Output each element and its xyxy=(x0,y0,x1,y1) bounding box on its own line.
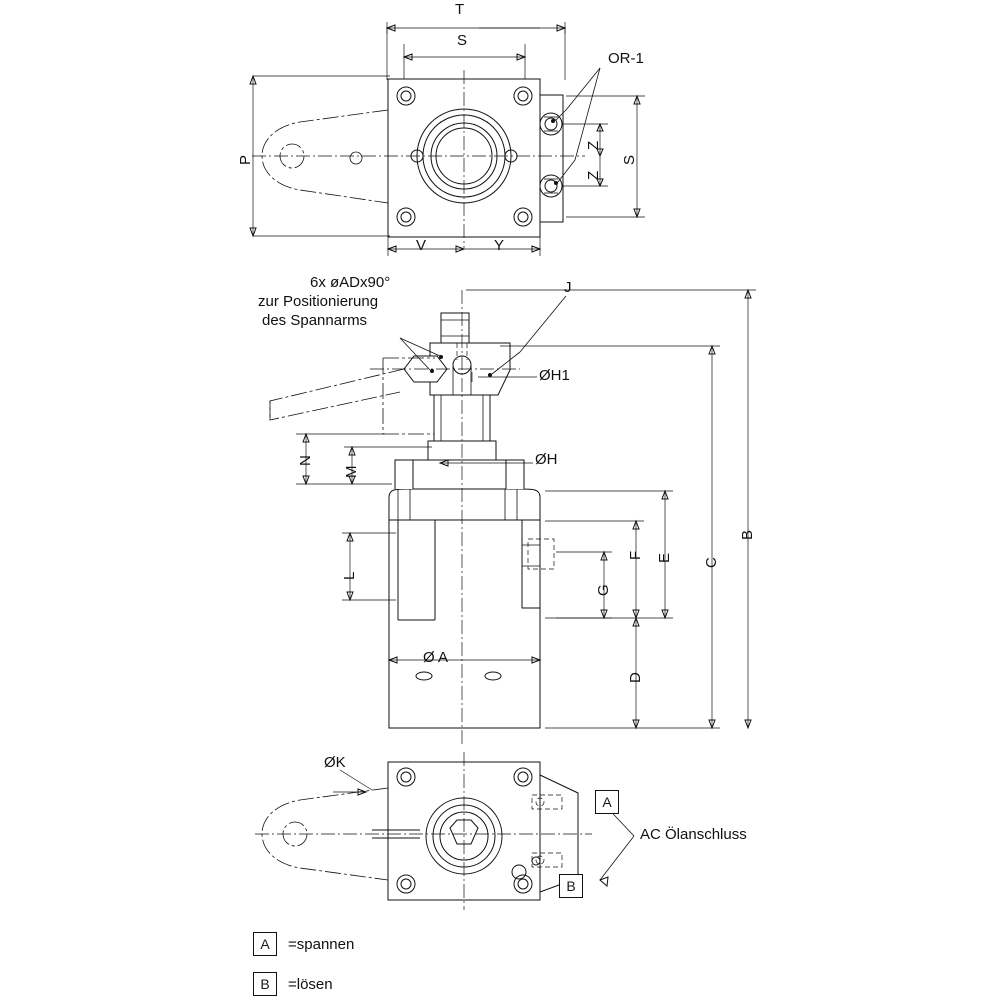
dim-label-F: F xyxy=(627,550,644,560)
top-view-geometry xyxy=(252,70,585,248)
dim-F xyxy=(545,521,644,618)
callout-or1: OR-1 xyxy=(608,50,644,67)
dim-T xyxy=(387,22,565,80)
note-line-3: des Spannarms xyxy=(262,312,368,329)
dim-label-S-top: S xyxy=(457,32,468,49)
dim-label-D: D xyxy=(627,672,644,683)
callout-H1: ØH1 xyxy=(539,367,570,384)
callout-ac-oil-port: AC Ölanschluss xyxy=(640,826,747,843)
dim-label-M: M xyxy=(343,465,360,478)
callout-dia-A: Ø A xyxy=(423,649,449,666)
bottom-view-geometry xyxy=(255,752,592,910)
dim-label-Z-upper: Z xyxy=(585,140,602,150)
callout-H: ØH xyxy=(535,451,558,468)
dim-label-V: V xyxy=(416,237,427,254)
dim-label-Z-lower: Z xyxy=(585,170,602,180)
flag-A-bottom-view: A xyxy=(595,790,619,814)
legend-text-A: =spannen xyxy=(288,936,355,953)
dim-label-P: P xyxy=(237,154,254,165)
dim-label-L: L xyxy=(341,571,358,580)
dim-label-B: B xyxy=(739,529,756,540)
dim-label-G: G xyxy=(595,584,612,596)
dim-label-E: E xyxy=(656,552,673,563)
dim-label-T: T xyxy=(455,1,465,18)
dim-label-N: N xyxy=(297,455,314,466)
callout-J: J xyxy=(564,279,572,296)
flag-B-bottom-view: B xyxy=(559,874,583,898)
dim-E xyxy=(545,491,673,618)
note-line-1: 6x øADx90° xyxy=(310,274,391,291)
dim-label-K: ØK xyxy=(324,754,346,771)
dim-label-Y: Y xyxy=(494,237,505,254)
leader-or1 xyxy=(551,68,600,185)
legend-text-B: =lösen xyxy=(288,976,333,993)
legend-flag-B: B xyxy=(253,972,277,996)
dim-label-S-right: S xyxy=(621,154,638,165)
dim-L xyxy=(342,533,396,600)
dim-label-C: C xyxy=(703,557,720,568)
note-line-2: zur Positionierung xyxy=(258,293,379,310)
legend-flag-A: A xyxy=(253,932,277,956)
